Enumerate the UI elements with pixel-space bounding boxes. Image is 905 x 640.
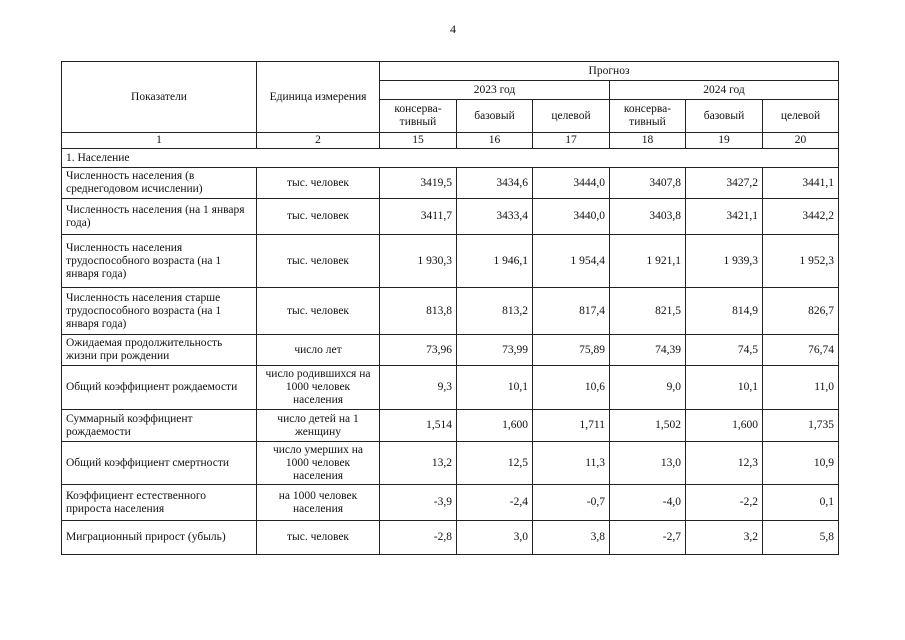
forecast-table — [61, 61, 839, 555]
value-cell: -4,0 — [610, 485, 686, 521]
table-row — [62, 410, 839, 442]
value-cell: 0,1 — [763, 485, 839, 521]
indicator-cell: Миграционный прирост (убыль) — [62, 521, 257, 555]
header-indicators: Показатели — [62, 62, 257, 133]
header-variant: целевой — [763, 100, 839, 133]
value-cell: 10,1 — [686, 366, 763, 410]
table-row — [62, 335, 839, 366]
header-variant: целевой — [533, 100, 610, 133]
value-cell: 3434,6 — [457, 168, 533, 199]
unit-cell: тыс. человек — [257, 521, 380, 555]
table-row — [62, 521, 839, 555]
value-cell: 5,8 — [763, 521, 839, 555]
unit-cell: число родившихся на 1000 человек населения — [257, 366, 380, 410]
value-cell: 3427,2 — [686, 168, 763, 199]
header-unit: Единица измерения — [257, 62, 380, 133]
value-cell: 74,39 — [610, 335, 686, 366]
value-cell: -2,2 — [686, 485, 763, 521]
value-cell: 3411,7 — [380, 199, 457, 235]
unit-cell: тыс. человек — [257, 288, 380, 335]
unit-cell: число лет — [257, 335, 380, 366]
value-cell: 9,3 — [380, 366, 457, 410]
header-variant: консерва-тивный — [380, 100, 457, 133]
page-number: 4 — [450, 22, 456, 36]
value-cell: 1 954,4 — [533, 235, 610, 288]
indicator-cell: Численность населения трудоспособного возраста (на 1 января года) — [62, 235, 257, 288]
value-cell: 1,600 — [686, 410, 763, 442]
value-cell: 1,502 — [610, 410, 686, 442]
header-year-2024: 2024 год — [610, 81, 839, 100]
indicator-cell: Суммарный коэффициент рождаемости — [62, 410, 257, 442]
value-cell: 73,96 — [380, 335, 457, 366]
unit-cell: число детей на 1 женщину — [257, 410, 380, 442]
value-cell: 73,99 — [457, 335, 533, 366]
value-cell: 3,2 — [686, 521, 763, 555]
column-number: 18 — [610, 133, 686, 149]
value-cell: 821,5 — [610, 288, 686, 335]
value-cell: -2,4 — [457, 485, 533, 521]
value-cell: 3444,0 — [533, 168, 610, 199]
value-cell: 75,89 — [533, 335, 610, 366]
value-cell: 3,0 — [457, 521, 533, 555]
value-cell: 3419,5 — [380, 168, 457, 199]
table-row — [62, 168, 839, 199]
section-title: 1. Население — [62, 149, 839, 168]
value-cell: -2,7 — [610, 521, 686, 555]
value-cell: 12,3 — [686, 442, 763, 485]
table-row — [62, 235, 839, 288]
value-cell: 1,735 — [763, 410, 839, 442]
unit-cell: число умерших на 1000 человек населения — [257, 442, 380, 485]
header-forecast: Прогноз — [380, 62, 839, 81]
value-cell: 10,6 — [533, 366, 610, 410]
column-number: 15 — [380, 133, 457, 149]
value-cell: 813,2 — [457, 288, 533, 335]
value-cell: 3403,8 — [610, 199, 686, 235]
value-cell: 13,0 — [610, 442, 686, 485]
value-cell: 13,2 — [380, 442, 457, 485]
value-cell: 826,7 — [763, 288, 839, 335]
value-cell: 1 946,1 — [457, 235, 533, 288]
value-cell: 74,5 — [686, 335, 763, 366]
value-cell: 1 939,3 — [686, 235, 763, 288]
value-cell: 3421,1 — [686, 199, 763, 235]
unit-cell: тыс. человек — [257, 168, 380, 199]
header-year-2023: 2023 год — [380, 81, 610, 100]
column-number: 19 — [686, 133, 763, 149]
value-cell: 1 930,3 — [380, 235, 457, 288]
value-cell: 11,0 — [763, 366, 839, 410]
indicator-cell: Численность населения (на 1 января года) — [62, 199, 257, 235]
value-cell: 3407,8 — [610, 168, 686, 199]
value-cell: 1 921,1 — [610, 235, 686, 288]
unit-cell: тыс. человек — [257, 199, 380, 235]
table-row — [62, 288, 839, 335]
value-cell: 11,3 — [533, 442, 610, 485]
header-variant: базовый — [457, 100, 533, 133]
indicator-cell: Ожидаемая продолжительность жизни при рождении — [62, 335, 257, 366]
table-row — [62, 442, 839, 485]
value-cell: 10,1 — [457, 366, 533, 410]
value-cell: 10,9 — [763, 442, 839, 485]
value-cell: 76,74 — [763, 335, 839, 366]
unit-cell: на 1000 человек населения — [257, 485, 380, 521]
indicator-cell: Численность населения (в среднегодовом исчислении) — [62, 168, 257, 199]
table-row — [62, 366, 839, 410]
table-row — [62, 199, 839, 235]
unit-cell: тыс. человек — [257, 235, 380, 288]
indicator-cell: Общий коэффициент смертности — [62, 442, 257, 485]
indicator-cell: Коэффициент естественного прироста населения — [62, 485, 257, 521]
value-cell: -2,8 — [380, 521, 457, 555]
column-number: 17 — [533, 133, 610, 149]
header-variant: консерва-тивный — [610, 100, 686, 133]
value-cell: 3442,2 — [763, 199, 839, 235]
indicator-cell: Численность населения старше трудоспособного возраста (на 1 января года) — [62, 288, 257, 335]
value-cell: 813,8 — [380, 288, 457, 335]
value-cell: 3433,4 — [457, 199, 533, 235]
value-cell: 9,0 — [610, 366, 686, 410]
column-number: 16 — [457, 133, 533, 149]
value-cell: 1,600 — [457, 410, 533, 442]
value-cell: 1,711 — [533, 410, 610, 442]
indicator-cell: Общий коэффициент рождаемости — [62, 366, 257, 410]
column-number: 2 — [257, 133, 380, 149]
table-row — [62, 485, 839, 521]
header-variant: базовый — [686, 100, 763, 133]
value-cell: -0,7 — [533, 485, 610, 521]
column-number: 1 — [62, 133, 257, 149]
value-cell: 3440,0 — [533, 199, 610, 235]
value-cell: 1 952,3 — [763, 235, 839, 288]
value-cell: 817,4 — [533, 288, 610, 335]
column-number: 20 — [763, 133, 839, 149]
value-cell: 814,9 — [686, 288, 763, 335]
value-cell: 3441,1 — [763, 168, 839, 199]
value-cell: 1,514 — [380, 410, 457, 442]
value-cell: 3,8 — [533, 521, 610, 555]
value-cell: -3,9 — [380, 485, 457, 521]
value-cell: 12,5 — [457, 442, 533, 485]
